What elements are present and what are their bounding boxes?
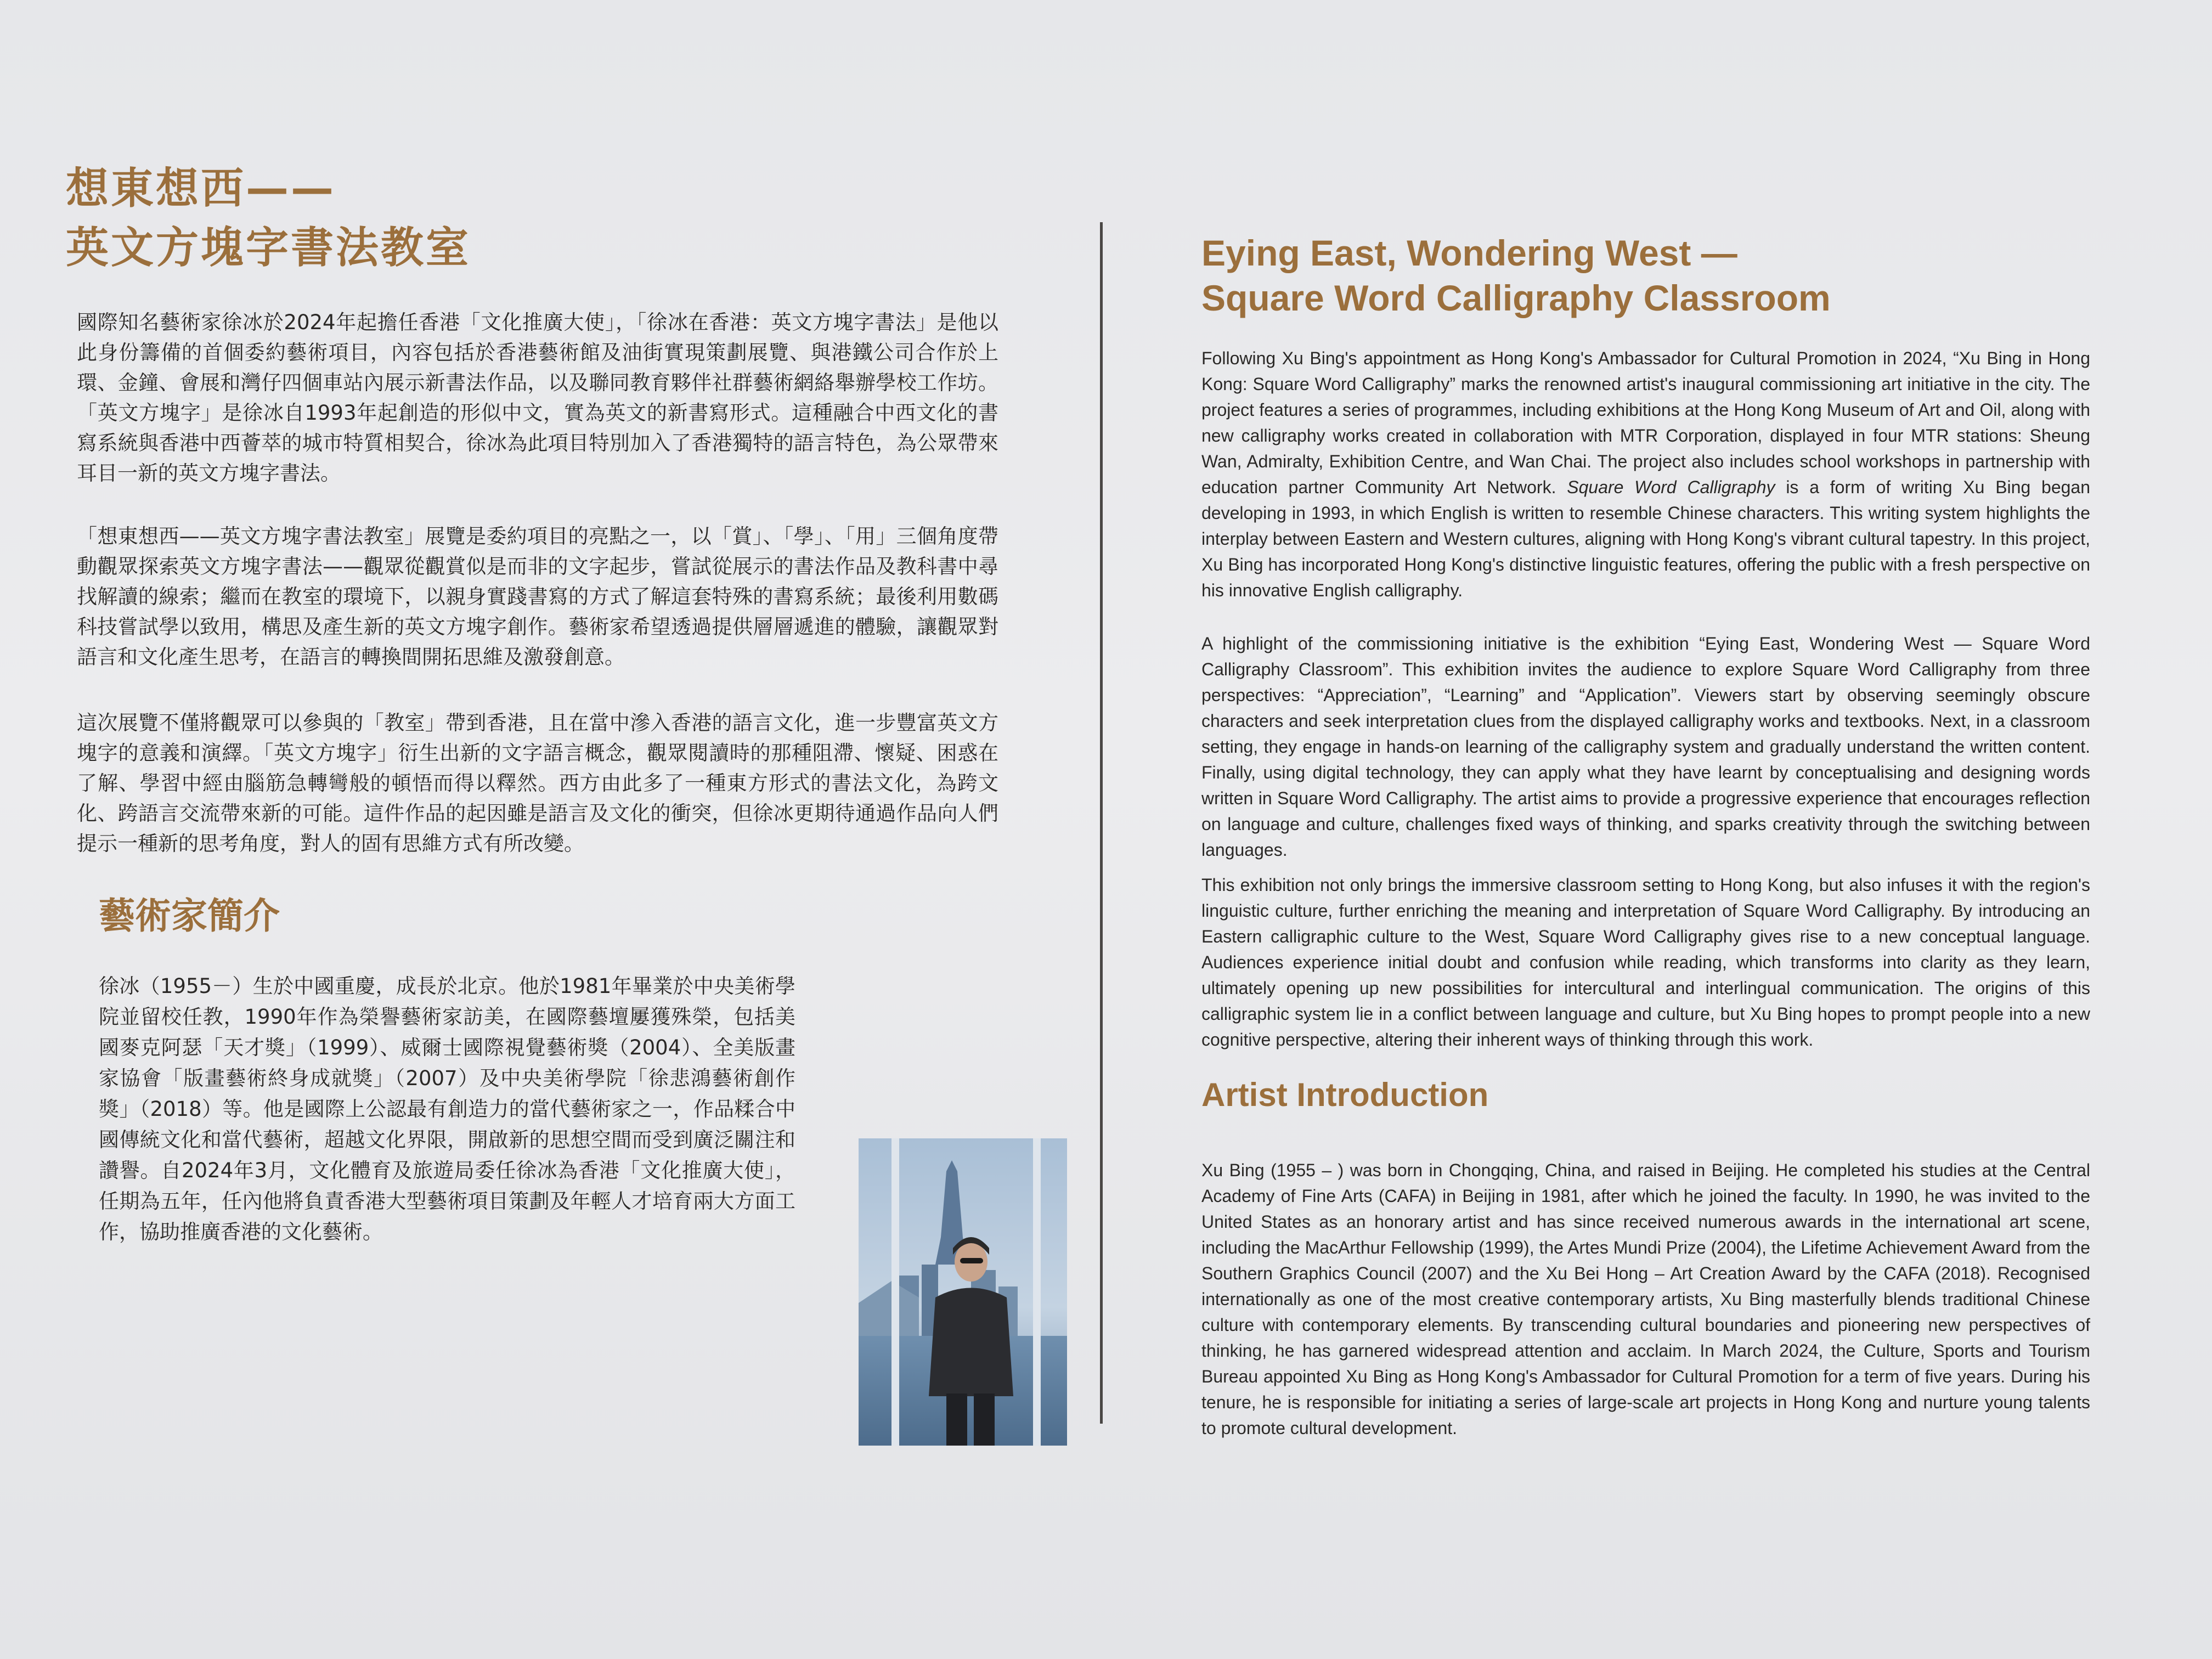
column-divider [1100, 222, 1103, 1424]
chinese-title-line2: 英文方塊字書法教室 [66, 223, 471, 273]
english-paragraph-1-part-b: is a form of writing Xu Bing began developing in 1993, in which English is written to resemble Chinese characters. This writing system highlights the interplay between Eastern and Western cultures, aligning with Hong Kong's vibrant cultural tapestry. In this project, Xu Bing has incorporated Hong Kong's distinctive linguistic features, offering the public with a fresh perspective on his innovative English calligraphy. [1201, 477, 2091, 600]
english-title-line2: Square Word Calligraphy Classroom [1201, 278, 1831, 318]
english-artist-bio: Xu Bing (1955 – ) was born in Chongqing, China, and raised in Beijing. He completed his studies at the Central Academy of Fine Arts (CAFA) in Beijing in 1981, after which he joined the faculty. In 1990, he was invited to the United States as an honorary artist and has since received numerous awards in the international art scene, including the MacArthur Fellowship (1999), the Artes Mundi Prize (2004), the Lifetime Achievement Award from the Southern Graphics Council (2007) and the Xu Bei Hong – Art Creation Award by the CAFA (2018). Recognised internationally as one of the most creative contemporary artists, Xu Bing masterfully blends traditional Chinese culture with contemporary elements. By transcending cultural boundaries and pioneering new perspectives of thinking, he has garnered widespread attention and acclaim. In March 2024, the Culture, Sports and Tourism Bureau appointed Xu Bing as Hong Kong's Ambassador for Cultural Promotion for a term of five years. During his tenure, he is responsible for initiating a series of large-scale art projects in Hong Kong and nurture young talents to promote cultural development. [1201, 1160, 2090, 1438]
chinese-paragraph-2: 「想東想西——英文方塊字書法教室」展覽是委約項目的亮點之一，以「賞」、「學」、「用」三個角度帶動觀眾探索英文方塊字書法——觀眾從觀賞似是而非的文字起步，嘗試從展示的書法作品及教科書中尋找解讀的線索；繼而在教室的環境下，以親身實踐書寫的方式了解這套特殊的書寫系統；最後利用數碼科技嘗試學以致用，構思及產生新的英文方塊字創作。藝術家希望透過提供層層遞進的體驗，讓觀眾對語言和文化產生思考，在語言的轉換間開拓思維及激發創意。 [77, 524, 998, 669]
chinese-artist-heading: 藝術家簡介 [99, 895, 280, 937]
english-title-line1: Eying East, Wondering West — [1201, 233, 1737, 273]
english-paragraph-2: A highlight of the commissioning initiative is the exhibition “Eying East, Wondering West — Square Word Calligraphy Classroom”. This exhibition invites the audience to explore Square Word Calligraphy from three perspectives: “Appreciation”, “Learning” and “Application”. Viewers start by observing seemingly obscure characters and seek interpretation clues from the displayed calligraphy works and textbooks. Next, in a classroom setting, they engage in hands-on learning of the calligraphy system and gradually understand the written content. Finally, using digital technology, they can apply what they have learnt by conceptualising and designing words written in Square Word Calligraphy. The artist aims to provide a progressive experience that encourages reflection on language and culture, challenges fixed ways of thinking, and sparks creativity through the switching between languages. [1201, 634, 2090, 860]
english-paragraph-1-italic: Square Word Calligraphy [1567, 477, 1775, 497]
chinese-artist-bio: 徐冰（1955－）生於中國重慶，成長於北京。他於1981年畢業於中央美術學院並留校任教，1990年作為榮譽藝術家訪美，在國際藝壇屢獲殊榮，包括美國麥克阿瑟「天才獎」（1999）、威爾士國際視覺藝術獎（2004）、全美版畫家協會「版畫藝術終身成就獎」（2007）及中央美術學院「徐悲鴻藝術創作獎」（2018）等。他是國際上公認最有創造力的當代藝術家之一，作品糅合中國傳統文化和當代藝術，超越文化界限，開啟新的思想空間而受到廣泛關注和讚譽。自2024年3月，文化體育及旅遊局委任徐冰為香港「文化推廣大使」，任期為五年，任內他將負責香港大型藝術項目策劃及年輕人才培育兩大方面工作，協助推廣香港的文化藝術。 [99, 974, 795, 1244]
chinese-title-line1: 想東想西—— [66, 164, 336, 213]
english-artist-heading: Artist Introduction [1201, 1076, 1489, 1113]
chinese-paragraph-1: 國際知名藝術家徐冰於2024年起擔任香港「文化推廣大使」，「徐冰在香港：英文方塊字書法」是他以此身份籌備的首個委約藝術項目，內容包括於香港藝術館及油街實現策劃展覽、與港鐵公司合作於上環、金鐘、會展和灣仔四個車站內展示新書法作品，以及聯同教育夥伴社群藝術網絡舉辦學校工作坊。「英文方塊字」是徐冰自1993年起創造的形似中文，實為英文的新書寫形式。這種融合中西文化的書寫系統與香港中西薈萃的城市特質相契合，徐冰為此項目特別加入了香港獨特的語言特色，為公眾帶來耳目一新的英文方塊字書法。 [77, 311, 998, 485]
chinese-paragraph-3: 這次展覽不僅將觀眾可以參與的「教室」帶到香港，且在當中滲入香港的語言文化，進一步豐富英文方塊字的意義和演繹。「英文方塊字」衍生出新的文字語言概念，觀眾閱讀時的那種阻滯、懷疑、困惑在了解、學習中經由腦筋急轉彎般的頓悟而得以釋然。西方由此多了一種東方形式的書法文化，為跨文化、跨語言交流帶來新的可能。這件作品的起因雖是語言及文化的衝突，但徐冰更期待通過作品向人們提示一種新的思考角度，對人的固有思維方式有所改變。 [77, 711, 998, 855]
english-paragraph-1 [1201, 346, 2090, 603]
artist-photo [859, 1138, 1067, 1446]
artist-photo-image [859, 1138, 1067, 1446]
english-title [1201, 230, 1831, 320]
english-paragraph-1-part-a: Following Xu Bing's appointment as Hong Kong's Ambassador for Cultural Promotion in 2024, “Xu Bing in Hong Kong: Square Word Calligraphy” marks the renowned artist's inaugural commissioning art initiative in the city. The project features a series of programmes, including exhibitions at the Hong Kong Museum of Art and Oil, along with new calligraphy works created in collaboration with MTR Corporation, displayed in four MTR stations: Sheung Wan, Admiralty, Exhibition Centre, and Wan Chai. The project also includes school workshops in partnership with education partner Community Art Network. [1201, 348, 2090, 497]
chinese-title [66, 159, 471, 278]
english-paragraph-3: This exhibition not only brings the immersive classroom setting to Hong Kong, but also infuses it with the region's linguistic culture, further enriching the meaning and interpretation of Square Word Calligraphy. By introducing an Eastern calligraphic culture to the West, Square Word Calligraphy gives rise to a new conceptual language. Audiences experience initial doubt and confusion while reading, which transforms into clarity as they learn, ultimately opening up new possibilities for intercultural and interlingual communication. The origins of this calligraphic system lie in a conflict between language and culture, but Xu Bing hopes to prompt people into a new cognitive perspective, altering their inherent ways of thinking through this work. [1201, 875, 2090, 1049]
